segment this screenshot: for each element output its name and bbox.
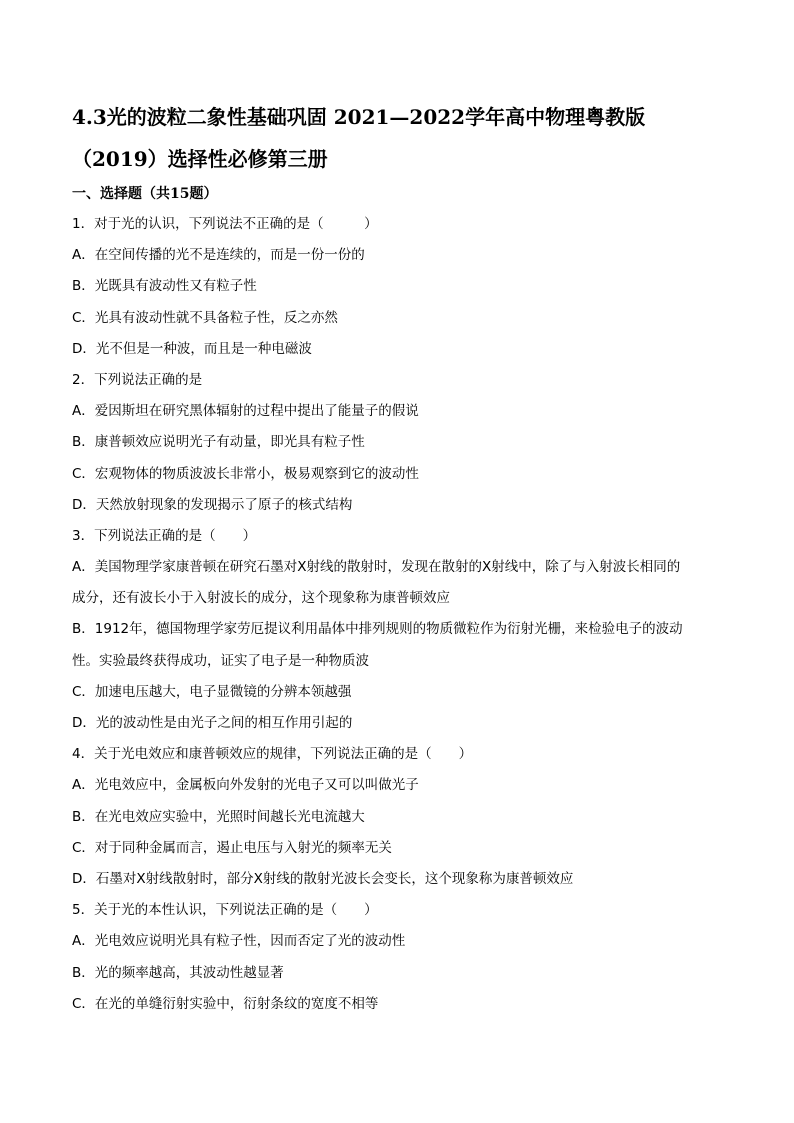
question-5-option-a: A．光电效应说明光具有粒子性，因而否定了光的波动性: [72, 933, 406, 950]
question-2-option-b: B．康普顿效应说明光子有动量，即光具有粒子性: [72, 434, 365, 451]
question-2-stem: 2．下列说法正确的是: [72, 371, 203, 388]
question-4-option-d: D．石墨对X射线散射时，部分X射线的散射光波长会变长，这个现象称为康普顿效应: [72, 870, 574, 887]
question-3-option-b-cont: 性。实验最终获得成功，证实了电子是一种物质波: [72, 652, 369, 669]
question-3-option-a: A．美国物理学家康普顿在研究石墨对X射线的散射时，发现在散射的X射线中，除了与入射波长相同的: [72, 559, 681, 576]
document-title-line-2: （2019）选择性必修第三册: [72, 147, 328, 171]
document-title-line-1: 4.3光的波粒二象性基础巩固 2021—2022学年高中物理粤教版: [72, 105, 646, 129]
question-5-stem: 5．关于光的本性认识，下列说法正确的是（ ）: [72, 902, 378, 919]
question-2-option-d: D．天然放射现象的发现揭示了原子的核式结构: [72, 496, 353, 513]
question-5-option-c: C．在光的单缝衍射实验中，衍射条纹的宽度不相等: [72, 995, 379, 1012]
question-5-option-b: B．光的频率越高，其波动性越显著: [72, 964, 284, 981]
question-2-option-c: C．宏观物体的物质波波长非常小，极易观察到它的波动性: [72, 465, 419, 482]
question-4-option-c: C．对于同种金属而言，遏止电压与入射光的频率无关: [72, 839, 392, 856]
question-4-option-b: B．在光电效应实验中，光照时间越长光电流越大: [72, 808, 365, 825]
question-2-option-a: A．爱因斯坦在研究黑体辐射的过程中提出了能量子的假说: [72, 403, 419, 420]
question-3-option-b: B．1912年，德国物理学家劳厄提议利用晶体中排列规则的物质微粒作为衍射光栅，来检验电子的波动: [72, 621, 683, 638]
question-1-option-b: B．光既具有波动性又有粒子性: [72, 278, 257, 295]
question-1-stem: 1．对于光的认识，下列说法不正确的是（ ）: [72, 216, 378, 232]
question-1-option-d: D．光不但是一种波，而且是一种电磁波: [72, 340, 312, 357]
question-4-stem: 4．关于光电效应和康普顿效应的规律，下列说法正确的是（ ）: [72, 746, 473, 763]
question-4-option-a: A．光电效应中，金属板向外发射的光电子又可以叫做光子: [72, 777, 419, 794]
section-heading: 一、选择题（共15题）: [72, 186, 218, 202]
question-list: [72, 209, 732, 1020]
question-3-option-a-cont: 成分，还有波长小于入射波长的成分，这个现象称为康普顿效应: [72, 590, 450, 607]
question-1-option-c: C．光具有波动性就不具备粒子性，反之亦然: [72, 309, 338, 326]
question-1-option-a: A．在空间传播的光不是连续的，而是一份一份的: [72, 247, 365, 264]
question-3-option-c: C．加速电压越大，电子显微镜的分辨本领越强: [72, 683, 352, 700]
question-3-stem: 3．下列说法正确的是（ ）: [72, 527, 257, 544]
question-3-option-d: D．光的波动性是由光子之间的相互作用引起的: [72, 715, 353, 731]
